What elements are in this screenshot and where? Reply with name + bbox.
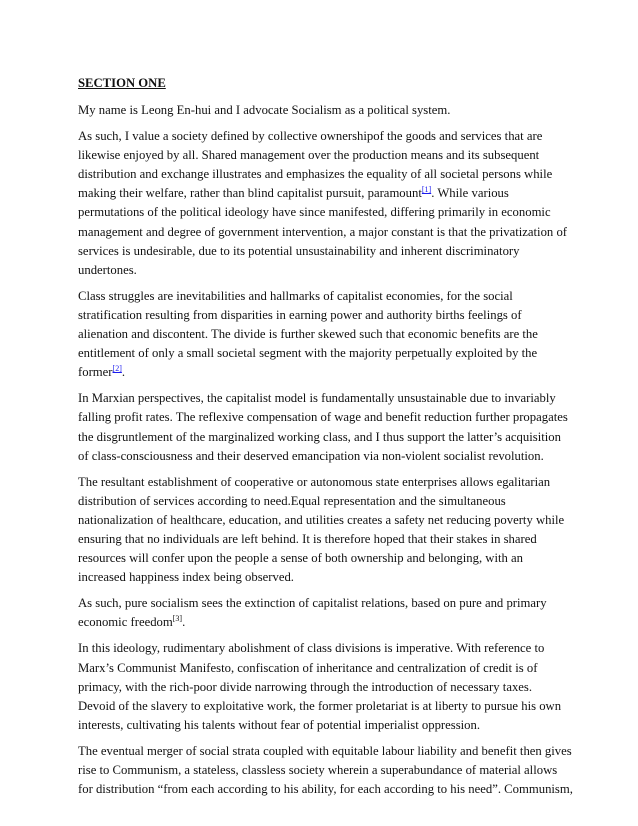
text-segment: increased happiness index being observed. [78, 570, 294, 585]
section-heading: SECTION ONE [78, 76, 166, 90]
footnote-reference[interactable]: [1] [421, 185, 432, 195]
text-line [78, 549, 598, 568]
text-segment: falling profit rates. The reflexive compensation of wage and benefit reduction further propagates [78, 410, 568, 425]
text-line [78, 594, 598, 613]
text-segment: undertones. [78, 262, 137, 277]
text-line [78, 568, 598, 587]
text-segment: interests, cultivating his talents without fear of potential imperialist oppression. [78, 717, 481, 732]
text-segment: The eventual merger of social strata coupled with equitable labour liability and benefit then gives [78, 743, 572, 758]
text-line [78, 639, 598, 658]
text-segment: As such, pure socialism sees the extinction of capitalist relations, based on pure and primary [78, 596, 547, 611]
text-line [78, 473, 598, 492]
text-line [78, 127, 598, 146]
paragraph [78, 594, 598, 632]
text-segment: . While various [431, 186, 509, 201]
paragraph [78, 101, 598, 120]
text-line [78, 492, 598, 511]
text-segment: economic freedom [78, 615, 173, 630]
text-line [78, 530, 598, 549]
paragraph [78, 742, 598, 799]
document-body [78, 101, 598, 799]
text-segment: Devoid of the slavery to exploitative work, the former proletariat is at liberty to pursue his own [78, 698, 562, 713]
text-segment: nationalization of healthcare, education, and utilities creates a safety net reducing poverty while [78, 512, 565, 527]
text-segment: primacy, with the rich-poor divide narrowing through the introduction of necessary taxes. [78, 679, 533, 694]
text-line [78, 511, 598, 530]
text-line [78, 408, 598, 427]
paragraph [78, 287, 598, 382]
text-segment: services is undesirable, due to its potential unsustainability and inherent discriminatory [78, 243, 520, 258]
text-segment: alienation and discontent. The divide is further skewed such that economic benefits are the [78, 327, 538, 342]
paragraph [78, 127, 598, 280]
paragraph [78, 473, 598, 588]
text-line [78, 146, 598, 165]
text-line [78, 203, 598, 222]
text-line [78, 678, 598, 697]
text-segment: former [78, 365, 113, 380]
text-line [78, 742, 598, 761]
text-segment: of class-consciousness and their deserved emancipation via non-violent socialist revolution. [78, 448, 544, 463]
text-segment: likewise enjoyed by all. Shared management over the production means and its subsequent [78, 148, 540, 163]
text-line [78, 716, 598, 735]
text-line [78, 613, 598, 632]
text-line [78, 344, 598, 363]
text-line [78, 325, 598, 344]
text-line [78, 101, 598, 120]
text-segment: The resultant establishment of cooperative or autonomous state enterprises allows egalitarian [78, 474, 551, 489]
text-segment: making their welfare, rather than blind capitalist pursuit, paramount [78, 186, 422, 201]
text-line [78, 389, 598, 408]
text-line [78, 223, 598, 242]
text-line [78, 184, 598, 203]
text-segment: rise to Communism, a stateless, classless society wherein a superabundance of material allows [78, 763, 558, 777]
text-segment: for distribution “from each according to his ability, for each according to his need”. Communism, [78, 782, 573, 797]
text-line [78, 165, 598, 184]
footnote-reference: [3] [172, 614, 183, 624]
text-line [78, 306, 598, 325]
text-line [78, 261, 598, 280]
paragraph [78, 389, 598, 465]
text-line [78, 287, 598, 306]
text-segment: . [182, 615, 186, 630]
text-segment: My name is Leong En-hui and I advocate Socialism as a political system. [78, 103, 451, 117]
text-segment: entitlement of only a small societal segment with the majority perpetually exploited by the [78, 346, 538, 361]
text-segment: Marx’s Communist Manifesto, confiscation of inheritance and centralization of credit is of [78, 660, 538, 675]
text-segment: ensuring that no individuals are left behind. It is therefore hoped that their stakes in shared [78, 531, 537, 546]
text-segment: the disgruntlement of the marginalized working class, and I thus support the latter’s acquisition [78, 429, 561, 444]
text-segment: management and degree of government intervention, a major constant is that the privatization of [78, 224, 568, 239]
text-segment: As such, I value a society defined by collective ownershipof the goods and services that are [78, 129, 543, 144]
text-line [78, 363, 598, 382]
text-line [78, 780, 598, 799]
text-line [78, 447, 598, 466]
text-line [78, 697, 598, 716]
paragraph [78, 639, 598, 734]
text-line [78, 428, 598, 447]
text-line [78, 761, 598, 780]
text-segment: resources will confer upon the people a sense of both ownership and belonging, with an [78, 551, 524, 566]
text-line [78, 659, 598, 678]
text-segment: stratification resulting from disparities in earning power and authority births feelings of [78, 307, 522, 322]
text-segment: distribution of services according to need.Equal representation and the simultaneous [78, 493, 506, 508]
footnote-reference[interactable]: [2] [112, 364, 122, 374]
text-segment: . [121, 365, 126, 380]
text-segment: In Marxian perspectives, the capitalist model is fundamentally unsustainable due to invariably [78, 391, 556, 406]
text-segment: In this ideology, rudimentary abolishment of class divisions is imperative. With reference to [78, 641, 545, 656]
text-segment: permutations of the political ideology have since manifested, differing primarily in economic [78, 205, 551, 220]
text-segment: Class struggles are inevitabilities and hallmarks of capitalist economies, for the social [78, 288, 513, 303]
text-segment: distribution and exchange illustrates and emphasizes the equality of all societal persons while [78, 167, 553, 182]
text-line [78, 242, 598, 261]
